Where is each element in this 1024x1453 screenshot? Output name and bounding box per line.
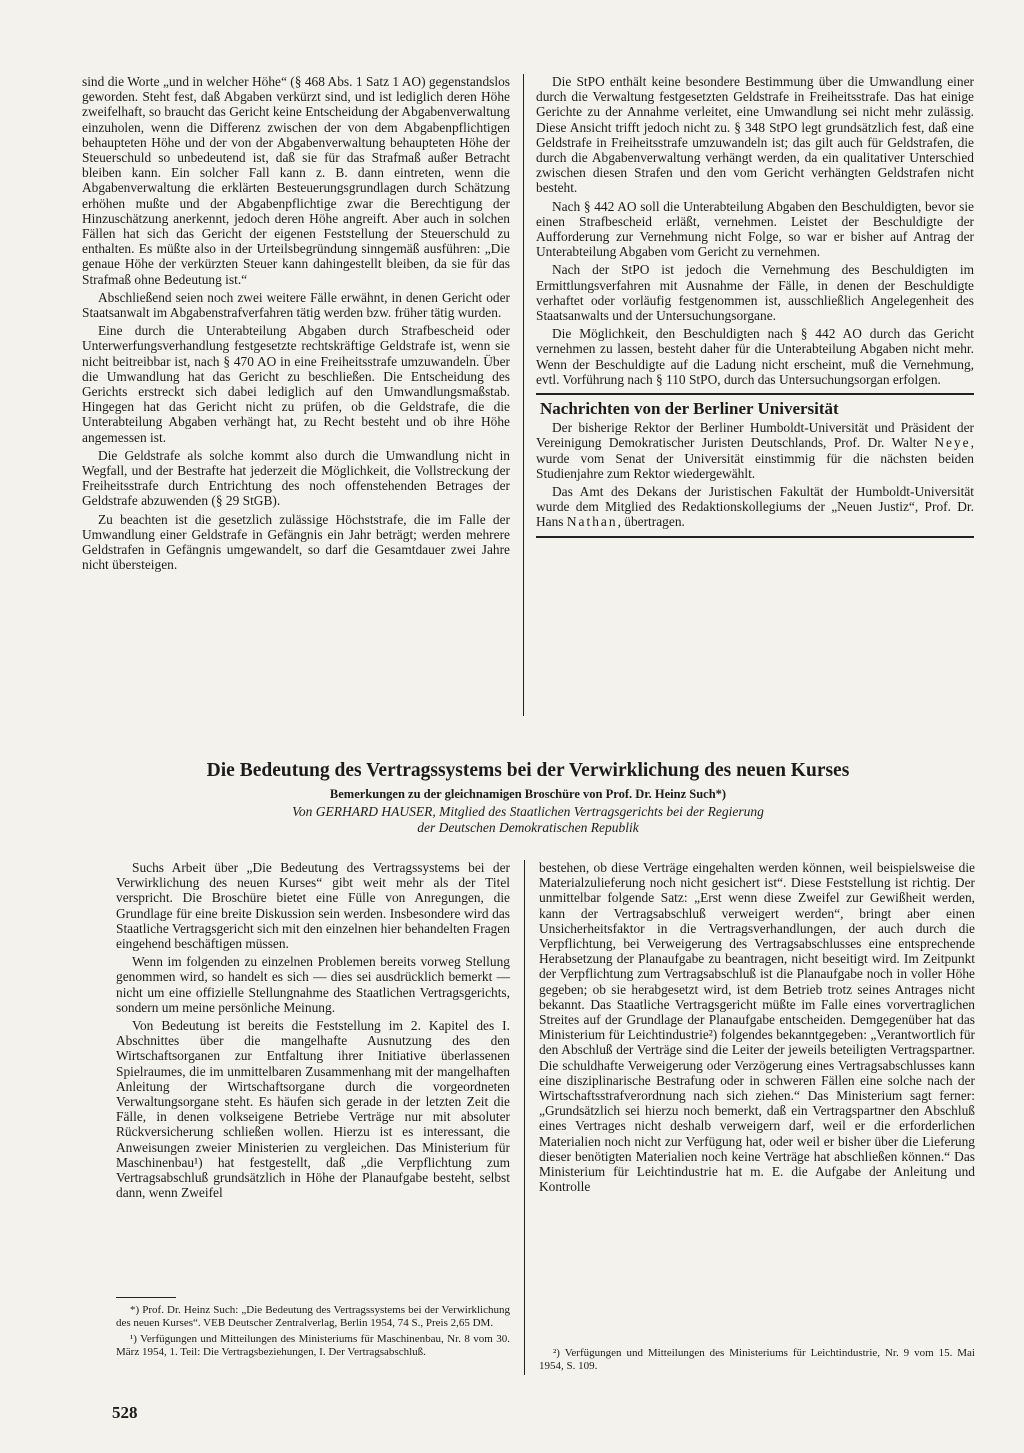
news-text: Der bisherige Rektor der Berliner Humboldt-Universität und Präsident der Vereinigung Demokratischer Juristen Deutschlands, Prof. Dr. Walter (536, 420, 974, 451)
paragraph: bestehen, ob diese Verträge eingehalten werden können, weil beispielsweise die Materialzulieferung noch nicht gesichert ist“. Diese Feststellung ist richtig. Der unmittelbar folgende Satz: „Erst wenn diese Zweifel zur Gewißheit werden, kann der Vertragsabschluß verweigert werden“, bringt aber einen Unsicherheitsfaktor in die Vertragsverhandlungen, der auch durch die Verpflichtung, bei Verweigerung des Vertragsabschlusses eine entsprechende Herabsetzung der Planaufgabe zu beantragen, nicht beseitigt wird. Im Zeitpunkt der Verpflichtung zum Vertragsabschluß ist die Planaufgabe noch in voller Höhe gegeben; ob sie herabgesetzt wird, ist dem Betrieb trotz seines Antrages nicht bekannt. Das Staatliche Vertragsgericht müßte im Falle eines vorvertraglichen Streites auf der Grundlage der Planaufgabe entscheiden. Demgegenüber hat das Ministerium für Leichtindustrie²) folgendes bekanntgegeben: „Verantwortlich für den Abschluß der Verträge sind die Leiter der jeweils beteiligten Vertragspartner. Die schuldhafte Verweigerung oder Verzögerung eines Vertragsabschlusses kann eine disziplinarische Bestrafung oder in schweren Fällen eine solche nach der Wirtschaftsstrafverordnung nach sich ziehen.“ Das Ministerium sagt ferner: „Grundsätzlich sei hierzu noch bemerkt, daß ein Vertragspartner den Abschluß eines Vertrages nicht deshalb verweigern darf, weil er die erforderlichen Materialien noch nicht zur Verfügung hat, oder weil er bisher über die Lieferung dieser benötigten Materialien noch keine Verträge hat abschließen können.“ Das Ministerium für Leichtindustrie hat m. E. die Aufgabe der Anleitung und Kontrolle (539, 860, 975, 1195)
footnote: ¹) Verfügungen und Mitteilungen des Ministeriums für Maschinenbau, Nr. 8 vom 30. März 1954, 1. Teil: Die Vertragsbeziehungen, I. Der Vertragsabschluß. (116, 1333, 510, 1358)
byline-line: Von GERHARD HAUSER, Mitglied des Staatlichen Vertragsgerichts bei der Regierung (292, 804, 764, 819)
article-subtitle: Bemerkungen zu der gleichnamigen Broschüre von Prof. Dr. Heinz Such*) (329, 787, 727, 801)
paragraph: Zu beachten ist die gesetzlich zulässige Höchststrafe, die im Falle der Umwandlung einer Geldstrafe in Gefängnis ein Jahr beträgt; werden mehrere Geldstrafen in Gefängnis umgewandelt, so darf die Gesamtdauer zwei Jahre nicht übersteigen. (82, 511, 510, 573)
article-title: Die Bedeutung des Vertragssystems bei der Verwirklichung des neuen Kurses (206, 760, 850, 781)
top-left-column (82, 74, 510, 576)
footnotes-right (539, 1347, 975, 1376)
bottom-right-column (539, 860, 975, 1197)
article-header (82, 759, 974, 836)
news-paragraph (536, 420, 974, 481)
footnote: ²) Verfügungen und Mitteilungen des Ministeriums für Leichtindustrie, Nr. 9 vom 15. Mai 1954, S. 109. (539, 1347, 975, 1372)
paragraph: sind die Worte „und in welcher Höhe“ (§ 468 Abs. 1 Satz 1 AO) gegenstandslos geworden. Steht fest, daß Abgaben verkürzt sind, und ist lediglich deren Höhe zweifelhaft, so braucht das Gericht keine Entscheidung der Abgabenverwaltung einzuholen, wenn die Differenz zwischen der von dem Abgabenpflichtigen behaupteten Höhe und der von der Abgabenverwaltung behaupteten Höhe der Steuerschuld so unbedeutend ist, daß sie für das Strafmaß außer Betracht bleiben kann. Ein solcher Fall kann z. B. dann eintreten, wenn die Abgabenverwaltung die erklärten Besteuerungsgrundlagen durch Schätzung erhöhen mußte und der Abgabenpflichtige zwar die Berechtigung der Hinzuschätzung anerkennt, jedoch deren Höhe angreift. Aber auch in solchen Fällen hat sich das Gericht der eigenen Feststellung der Steuerschuld zu enthalten. Es müßte also in der Urteilsbegründung sinngemäß ausführen: „Die genaue Höhe der verkürzten Steuer kann dahingestellt bleiben, da sie für das Strafmaß ohne Bedeutung ist.“ (82, 74, 510, 287)
paragraph: Wenn im folgenden zu einzelnen Problemen bereits vorweg Stellung genommen wird, so handelt es sich — dies sei ausdrücklich bemerkt — nicht um eine offizielle Stellungnahme des Staatlichen Vertragsgerichts, sondern um meine persönliche Meinung. (116, 954, 510, 1015)
paragraph: Die Möglichkeit, den Beschuldigten nach § 442 AO durch das Gericht vernehmen zu lassen, besteht daher für die Unterabteilung Abgaben nicht mehr. Wenn der Beschuldigte auf die Ladung nicht erscheint, muß die Vernehmung, evtl. Vorführung nach § 110 StPO, durch das Untersuchungsorgan erfolgen. (536, 326, 974, 387)
paragraph: Nach § 442 AO soll die Unterabteilung Abgaben den Beschuldigten, bevor sie einen Strafbescheid erläßt, vernehmen. Leistet der Beschuldigte der Aufforderung zur Vernehmung nicht Folge, so war er bisher auf Antrag der Unterabteilung Abgaben vom Gericht zu vernehmen. (536, 198, 974, 260)
paragraph: Die StPO enthält keine besondere Bestimmung über die Umwandlung einer durch die Verwaltung festgesetzten Geldstrafe in Freiheitsstrafe. Das hat einige Gerichte zu der Annahme verleitet, eine Umwandlung sei nicht mehr zulässig. Diese Ansicht trifft jedoch nicht zu. § 348 StPO legt grundsätzlich fest, daß eine Geldstrafe in Freiheitsstrafe umzuwandeln ist; das gilt auch für Geldstrafen, die durch die Abgabenverwaltung verhängt werden, da ein qualitativer Unterschied zwischen diesen Strafen und den vom Gericht verhängten Geldstrafen nicht besteht. (536, 74, 974, 196)
paragraph: Nach der StPO ist jedoch die Vernehmung des Beschuldigten im Ermittlungsverfahren mit Ausnahme der Fälle, in denen der Beschuldigte verhaftet oder vorläufig festgenommen ist, ausschließlich Angelegenheit des Staatsanwalts und der Untersuchungsorgane. (536, 262, 974, 324)
news-top-rule (536, 393, 974, 395)
paragraph: Von Bedeutung ist bereits die Feststellung im 2. Kapitel des I. Abschnittes über die mangelhafte Ausnutzung des den Wirtschaftsorganen zur Entfaltung ihrer Initiative überlassenen Spielraumes, die im unmittelbaren Zusammenhang mit der mangelhaften Anleitung der Wirtschaftsorgane durch die vorgeordneten Verwaltungsorgane steht. Es häufen sich gerade in der letzten Zeit die Fälle, in denen volkseigene Betriebe Verträge nur mit absoluter Rückversicherung schließen wollen. Hierzu ist es interessant, die Anweisungen zweier Ministerien zu vergleichen. Das Ministerium für Maschinenbau¹) hat festgestellt, daß „die Verpflichtung zum Vertragsabschluß grundsätzlich in Höhe der Planaufgabe besteht, selbst dann, wenn Zweifel (116, 1018, 510, 1201)
footnote: *) Prof. Dr. Heinz Such: „Die Bedeutung des Vertragssystems bei der Verwirklichung des neuen Kurses“. VEB Deutscher Zentralverlag, Berlin 1954, 74 S., Preis 2,65 DM. (116, 1304, 510, 1329)
news-heading: Nachrichten von der Berliner Universität (540, 399, 839, 419)
column-divider (524, 860, 525, 1375)
news-text: , übertragen. (617, 514, 685, 530)
paragraph: Suchs Arbeit über „Die Bedeutung des Vertragssystems bei der Verwirklichung des neuen Kurses“ gibt weit mehr als der Titel verspricht. Die Broschüre bietet eine Fülle von Anregungen, die Grundlage für eine breite Diskussion sein werden. Insbesondere wird das Staatliche Vertragsgericht sich mit den einzelnen hier behandelten Fragen eingehend beschäftigen müssen. (116, 860, 510, 952)
news-text: , wurde vom Senat der Universität einstimmig für die nächsten beiden Studienjahre zum Rektor wiedergewählt. (536, 435, 974, 481)
paragraph: Abschließend seien noch zwei weitere Fälle erwähnt, in denen Gericht oder Staatsanwalt im Abgabenstrafverfahren tätig werden bzw. früher tätig wurden. (82, 289, 510, 321)
page-number: 528 (112, 1403, 138, 1422)
paragraph: Eine durch die Unterabteilung Abgaben durch Strafbescheid oder Unterwerfungsverhandlung festgesetzte rechtskräftige Geldstrafe ist, wenn sie nicht beitreibbar ist, nach § 470 AO in eine Freiheitsstrafe umzuwandeln. Über die Umwandlung hat das Gericht zu beschließen. Die Entscheidung des Gerichts erstreckt sich dabei lediglich auf den Umwandlungsmaßstab. Hingegen hat das Gericht nicht zu prüfen, ob die Geldstrafe, die die Unterabteilung Abgaben verhängt hat, zu Recht besteht und ob ihre Höhe angemessen ist. (82, 323, 510, 445)
footnotes-left (116, 1297, 510, 1362)
footnote-rule (116, 1297, 176, 1298)
byline-line: der Deutschen Demokratischen Republik (417, 820, 639, 835)
top-right-column (536, 74, 974, 538)
person-name: Neye (934, 435, 971, 451)
paragraph: Die Geldstrafe als solche kommt also durch die Umwandlung nicht in Wegfall, und der Bestrafte hat jederzeit die Möglichkeit, die Vollstreckung der Freiheitsstrafe durch Entrichtung des noch offenstehenden Betrages der Geldstrafe abzuwenden (§ 29 StGB). (82, 447, 510, 509)
person-name: Nathan (566, 514, 618, 530)
article-byline (82, 804, 974, 836)
bottom-left-column (116, 860, 510, 1203)
news-bottom-rule (536, 536, 974, 538)
news-paragraph (536, 484, 974, 530)
news-text: Das Amt des Dekans der Juristischen Fakultät der Humboldt-Universität wurde dem Mitglied des Redaktionskollegiums der „Neuen Justiz“, Prof. Dr. Hans (536, 484, 974, 530)
column-divider (523, 74, 524, 716)
